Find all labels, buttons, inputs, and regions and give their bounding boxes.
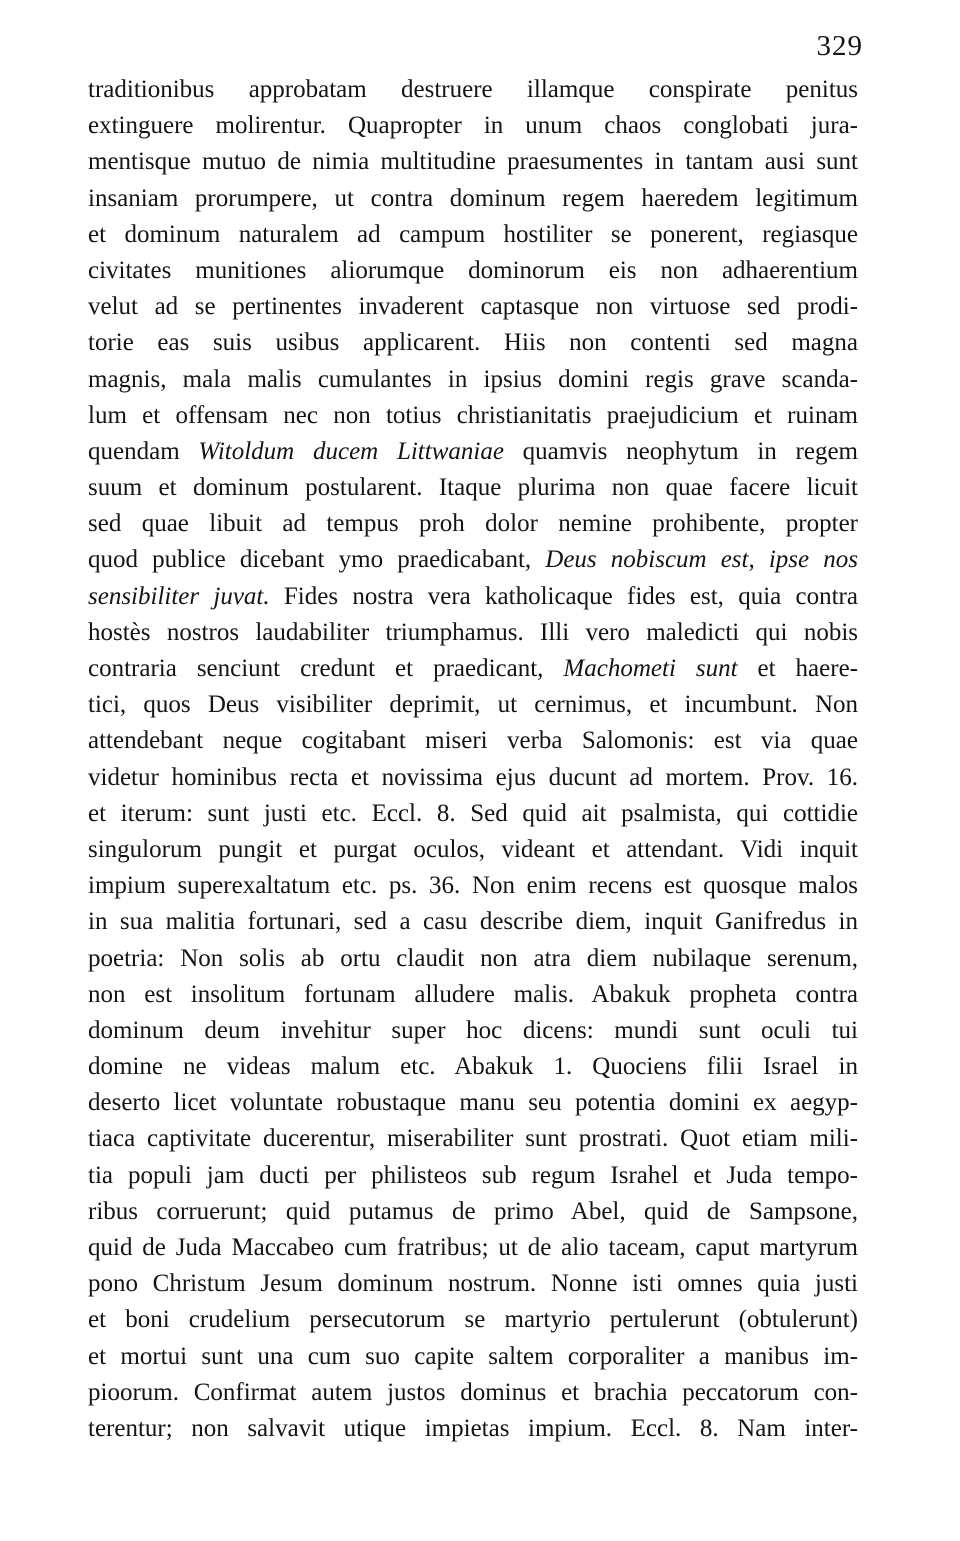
text-segment: videtur hominibus recta et novissima ejus ducunt ad mortem. Prov. 16. bbox=[88, 763, 858, 791]
text-line bbox=[88, 1085, 858, 1121]
text-segment: poetria: Non solis ab ortu claudit non atra diem nubilaque serenum, bbox=[88, 944, 858, 972]
text-segment: tia populi jam ducti per philisteos sub regum Israhel et Juda tempo- bbox=[88, 1161, 858, 1189]
text-line bbox=[88, 1158, 858, 1194]
text-segment: quendam bbox=[88, 437, 199, 465]
text-line bbox=[88, 362, 858, 398]
text-line bbox=[88, 977, 858, 1013]
text-segment: non est insolitum fortunam alludere malis. Abakuk propheta contra bbox=[88, 980, 858, 1008]
text-segment: terentur; non salvavit utique impietas impium. Eccl. 8. Nam inter- bbox=[88, 1414, 858, 1442]
text-line bbox=[88, 289, 858, 325]
text-line bbox=[88, 1013, 858, 1049]
text-line bbox=[88, 253, 858, 289]
text-segment: torie eas suis usibus applicarent. Hiis non contenti sed magna bbox=[88, 329, 858, 357]
text-line bbox=[88, 1266, 858, 1302]
text-line bbox=[88, 760, 858, 796]
text-line bbox=[88, 1375, 858, 1411]
text-line bbox=[88, 687, 858, 723]
text-segment: insaniam prorumpere, ut contra dominum regem haeredem legitimum bbox=[88, 184, 858, 212]
text-segment: quod publice dicebant ymo praedicabant, bbox=[88, 546, 546, 574]
text-line bbox=[88, 832, 858, 868]
text-line bbox=[88, 796, 858, 832]
text-line bbox=[88, 108, 858, 144]
text-segment: et haere- bbox=[737, 655, 858, 682]
text-segment: hostès nostros laudabiliter triumphamus. Illi vero maledicti qui nobis bbox=[88, 618, 858, 646]
text-segment: attendebant neque cogitabant miseri verba Salomonis: est via quae bbox=[88, 727, 858, 755]
text-segment: extinguere molirentur. Quapropter in unum chaos conglobati jura- bbox=[88, 112, 858, 140]
text-segment: tici, quos Deus visibiliter deprimit, ut cernimus, et incumbunt. Non bbox=[88, 691, 858, 719]
text-segment: pono Christum Jesum dominum nostrum. Nonne isti omnes quia justi bbox=[88, 1270, 858, 1298]
text-segment: pioorum. Confirmat autem justos dominus et brachia peccatorum con- bbox=[88, 1378, 858, 1406]
text-line bbox=[88, 72, 858, 108]
body-text bbox=[88, 72, 858, 1447]
text-segment: lum et offensam nec non totius christianitatis praejudicium et ruinam bbox=[88, 401, 858, 429]
text-segment: domine ne videas malum etc. Abakuk 1. Quociens filii Israel in bbox=[88, 1053, 858, 1081]
text-segment: in sua malitia fortunari, sed a casu describe diem, inquit Ganifredus in bbox=[88, 908, 858, 936]
text-segment: et boni crudelium persecutorum se martyrio pertulerunt (obtulerunt) bbox=[88, 1306, 858, 1334]
italic-text: Machometi sunt bbox=[563, 655, 738, 682]
text-line bbox=[88, 1121, 858, 1157]
text-line bbox=[88, 398, 858, 434]
text-line bbox=[88, 1194, 858, 1230]
text-segment: dominum deum invehitur super hoc dicens: mundi sunt oculi tui bbox=[88, 1016, 858, 1044]
text-line bbox=[88, 181, 858, 217]
text-segment: quid de Juda Maccabeo cum fratribus; ut de alio taceam, caput martyrum bbox=[88, 1234, 858, 1261]
text-segment: tiaca captivitate ducerentur, miserabiliter sunt prostrati. Quot etiam mili- bbox=[88, 1125, 858, 1153]
text-line bbox=[88, 868, 858, 904]
text-segment: et mortui sunt una cum suo capite saltem corporaliter a manibus im- bbox=[88, 1342, 858, 1370]
text-segment: ribus corruerunt; quid putamus de primo Abel, quid de Sampsone, bbox=[88, 1197, 858, 1225]
text-segment: et iterum: sunt justi etc. Eccl. 8. Sed quid ait psalmista, qui cottidie bbox=[88, 799, 858, 827]
text-line bbox=[88, 723, 858, 759]
text-line bbox=[88, 434, 858, 470]
text-line bbox=[88, 1049, 858, 1085]
text-segment: impium superexaltatum etc. ps. 36. Non enim recens est quosque malos bbox=[88, 872, 858, 900]
text-line bbox=[88, 1230, 858, 1266]
text-segment: traditionibus approbatam destruere illamque conspirate penitus bbox=[88, 76, 858, 103]
text-segment: sed quae libuit ad tempus proh dolor nemine prohibente, propter bbox=[88, 510, 858, 538]
text-line bbox=[88, 144, 858, 180]
text-segment: suum et dominum postularent. Itaque plurima non quae facere licuit bbox=[88, 474, 858, 502]
text-segment: et dominum naturalem ad campum hostiliter se ponerent, regiasque bbox=[88, 220, 858, 248]
text-segment: deserto licet voluntate robustaque manu seu potentia domini ex aegyp- bbox=[88, 1089, 858, 1117]
italic-text: Witoldum ducem Littwaniae bbox=[198, 437, 504, 465]
text-segment: mentisque mutuo de nimia multitudine praesumentes in tantam ausi sunt bbox=[88, 148, 858, 176]
text-line bbox=[88, 904, 858, 940]
text-segment: velut ad se pertinentes invaderent captasque non virtuose sed prodi- bbox=[88, 293, 858, 321]
text-line bbox=[88, 941, 858, 977]
text-segment: civitates munitiones aliorumque dominorum eis non adhaerentium bbox=[88, 256, 858, 284]
italic-text: Deus nobiscum est, ipse nos bbox=[545, 546, 858, 574]
text-segment: Fides nostra vera katholicaque fides est, quia contra bbox=[269, 582, 858, 610]
text-line bbox=[88, 470, 858, 506]
text-line bbox=[88, 1411, 858, 1447]
text-segment: quamvis neophytum in regem bbox=[503, 437, 858, 465]
page-number: 329 bbox=[816, 30, 863, 62]
text-line bbox=[88, 506, 858, 542]
text-line bbox=[88, 542, 858, 578]
text-line bbox=[88, 615, 858, 651]
text-line bbox=[88, 579, 858, 615]
text-line bbox=[88, 217, 858, 253]
text-line bbox=[88, 651, 858, 687]
text-line bbox=[88, 325, 858, 361]
text-line bbox=[88, 1302, 858, 1338]
text-line bbox=[88, 1339, 858, 1375]
text-segment: contraria senciunt credunt et praedicant, bbox=[88, 655, 564, 682]
italic-text: sensibiliter juvat. bbox=[88, 582, 270, 610]
text-segment: singulorum pungit et purgat oculos, videant et attendant. Vidi inquit bbox=[88, 835, 858, 863]
text-segment: magnis, mala malis cumulantes in ipsius domini regis grave scanda- bbox=[88, 365, 858, 393]
